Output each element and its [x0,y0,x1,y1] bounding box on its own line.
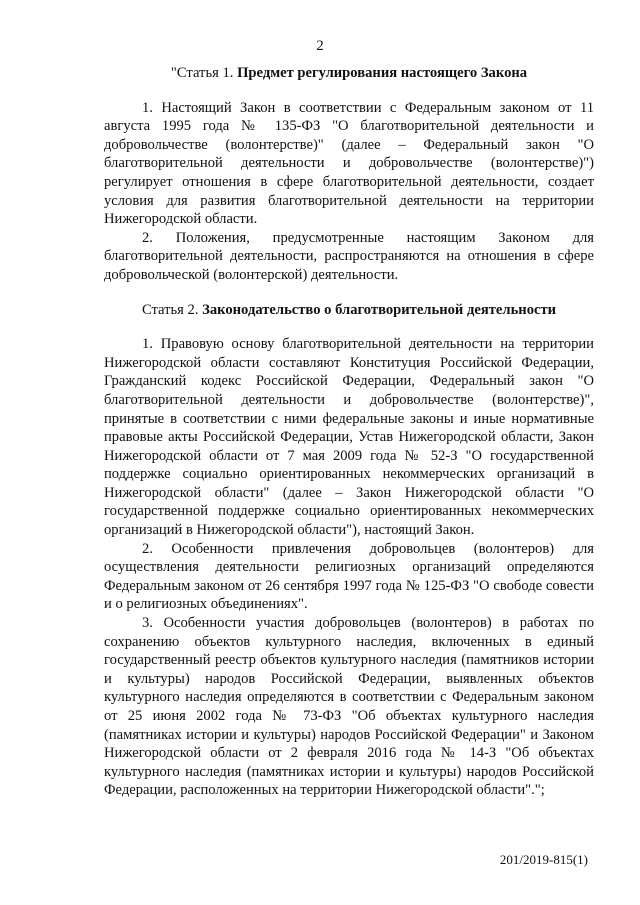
article-2-prefix: Статья 2. [141,301,203,318]
article-2-title: Законодательство о благотворительной деятельности [202,301,557,318]
article-1-paragraph-2: 2. Положения, предусмотренные настоящим Законом для благотворительной деятельности, распространяются на отношения в сфере добровольческой (волонтерской) деятельности. [104,229,594,283]
article-2-paragraph-1: 1. Правовую основу благотворительной деятельности на территории Нижегородской области составляют Конституция Российской Федерации, Гражданский кодекс Российской Федерации, Федеральный закон "О благотворительной деятельности и добровольчестве (волонтерстве)", принятые в соответствии с ними федеральные законы и иные нормативные правовые акты Российской Федерации, Устав Нижегородской области, Закон Нижегородской области от 7 мая 2009 года № 52-З "О государственной поддержке социально ориентированных некоммерческих организаций в Нижегородской области" (далее – Закон Нижегородской области "О государственной поддержке социально ориентированных некоммерческих организаций в Нижегородской области"), настоящий Закон. [104,336,594,539]
article-1-heading [104,64,594,83]
article-1-prefix: "Статья 1. [170,65,238,81]
document-body [104,60,594,800]
article-2-paragraph-2: 2. Особенности привлечения добровольцев (волонтеров) для осуществления деятельности религиозных организаций определяются Федеральным законом от 26 сентября 1997 года № 125-ФЗ "О свободе совести и о религиозных объединениях". [104,540,594,613]
document-code: 201/2019-815(1) [499,852,588,867]
article-1-title: Предмет регулирования настоящего Закона [237,65,528,81]
article-1-paragraph-1: 1. Настоящий Закон в соответствии с Федеральным законом от 11 августа 1995 года № 135-ФЗ "О благотворительной деятельности и добровольчестве (волонтерстве)" (далее – Федеральный закон "О благотворительной деятельности и добровольчестве (волонтерстве)") регулирует отношения в сфере благотворительной деятельности, создает условия для развития благотворительной деятельности на территории Нижегородской области. [104,99,594,228]
page-number: 2 [316,38,324,54]
article-2-paragraph-3: 3. Особенности участия добровольцев (волонтеров) в работах по сохранению объектов культурного наследия, включенных в единый государственный реестр объектов культурного наследия (памятников истории и культуры) народов Российской Федерации, выявленных объектов культурного наследия определяются в соответствии с Федеральным законом от 25 июня 2002 года № 73-ФЗ "Об объектах культурного наследия (памятниках истории и культуры) народов Российской Федерации" и Законом Нижегородской области от 2 февраля 2016 года № 14-З "Об объектах культурного наследия (памятниках истории и культуры) народов Российской Федерации, расположенных на территории Нижегородской области"."; [104,615,594,799]
article-2-heading [104,301,594,320]
